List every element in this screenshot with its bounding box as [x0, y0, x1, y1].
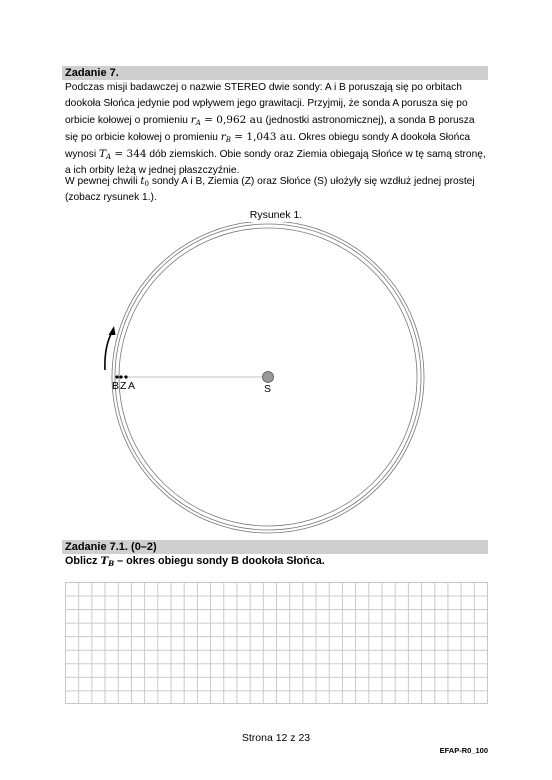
task-header: Zadanie 7.	[62, 66, 488, 80]
subtask-header: Zadanie 7.1. (0–2)	[62, 540, 488, 554]
task-intro-paragraph	[65, 80, 490, 179]
earth-dot	[119, 375, 122, 378]
intro-text-4: dób ziemskich. Obie sondy oraz Ziemia obiegają Słońce w tę samą stronę, a ich orbity leżą w jednej płaszczyźnie.	[65, 149, 486, 176]
alignment-text-2: sondy A i B, Ziemia (Z) oraz Słońce (S) ułożyły się wzdłuż jednej prostej (zobacz rysunek 1.).	[65, 176, 475, 203]
period-b-symbol: $T_B$	[100, 555, 115, 568]
direction-arrowhead	[109, 326, 116, 335]
label-a: A	[128, 380, 136, 392]
label-s: S	[264, 383, 272, 395]
page-number: Strona 12 z 23	[241, 732, 311, 744]
answer-grid[interactable]	[65, 582, 488, 704]
time-t0-symbol: $t_0$	[140, 175, 150, 188]
radius-b-formula: $r_B = 1,043$ au	[220, 131, 293, 144]
probe-a-dot	[124, 375, 127, 378]
exam-code: EFAP-R0_100	[439, 746, 488, 755]
intro-text-3: . Okres obiegu sondy A dookoła Słońca wynosi	[65, 132, 471, 160]
probe-b-dot	[115, 375, 118, 378]
direction-arrow	[105, 332, 112, 370]
intro-text-1: Podczas misji badawczej o nazwie STEREO dwie sondy: A i B poruszają się po orbitach dookoła Słońca jedynie pod wpływem jego grawitacji. Przyjmij, że sonda A porusza się po orbicie kołowej o promieniu	[65, 82, 468, 126]
period-a-formula: $T_A = 344$	[98, 148, 147, 161]
radius-a-formula: $r_A = 0,962$ au	[190, 114, 263, 127]
sun	[263, 372, 274, 383]
label-b: B	[112, 380, 120, 392]
alignment-text-1: W pewnej chwili	[65, 176, 141, 187]
orbit-diagram	[0, 222, 552, 552]
figure-title: Rysunek 1.	[249, 209, 303, 221]
intro-text-2: (jednostki astronomicznej), a sonda B porusza się po orbicie kołowej o promieniu	[65, 115, 475, 143]
label-z: Z	[120, 380, 127, 392]
subtask-question: Oblicz $T_B$ – okres obiegu sondy B dookoła Słońca.	[65, 555, 325, 568]
alignment-paragraph	[65, 173, 490, 206]
